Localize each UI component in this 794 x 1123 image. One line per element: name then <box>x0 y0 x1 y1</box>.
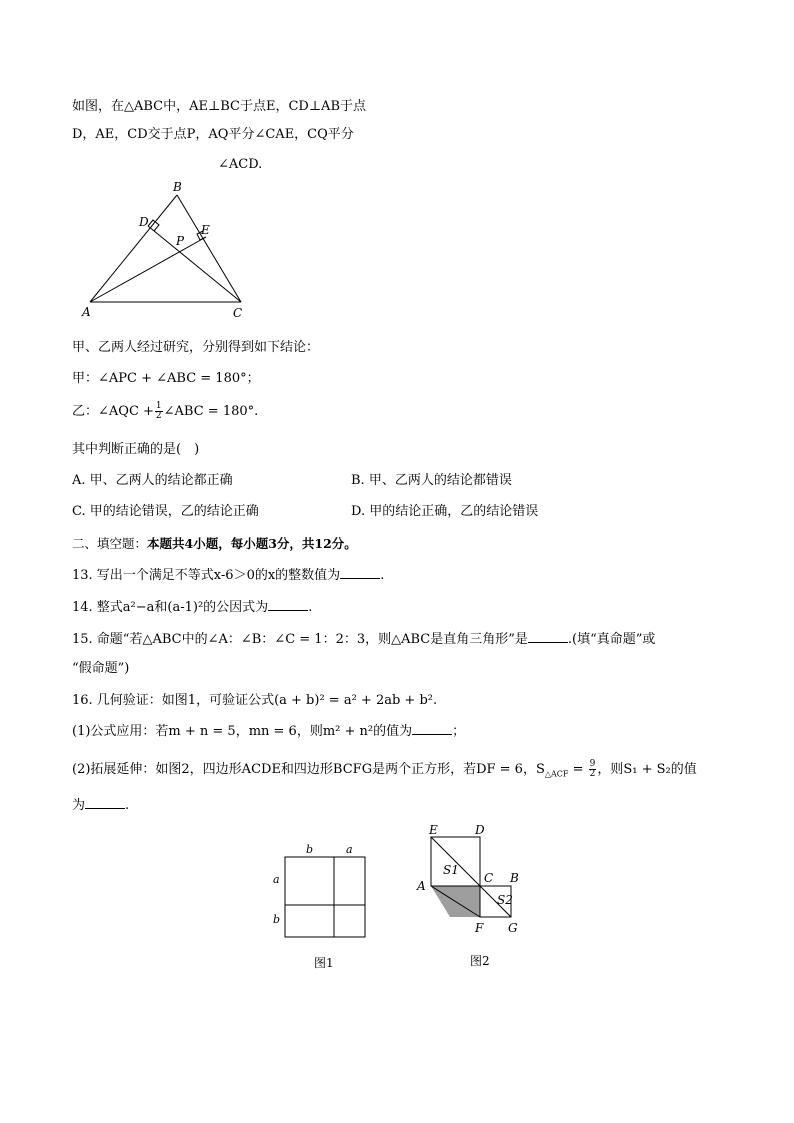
q14: 14. 整式a²−a和(a-1)²的公因式为 . <box>72 600 313 615</box>
conclusion-yi <box>72 402 258 421</box>
q15-suffix: .(填“真命题”或 <box>567 632 656 647</box>
side-ab <box>90 195 177 302</box>
vertex-b: B <box>173 180 182 194</box>
fig2-label-d: D <box>475 823 485 837</box>
option-b[interactable]: B. 甲、乙两人的结论都错误 <box>351 473 512 488</box>
q16-part1-answer-blank[interactable] <box>412 722 452 735</box>
q15-text: 15. 命题“若△ABC中的∠A：∠B：∠C = 1：2：3，则△ABC是直角三角形”是 <box>72 632 528 647</box>
fig2-label-f: F <box>475 921 484 935</box>
segment-cd <box>148 226 241 302</box>
fig1-caption: 图1 <box>314 956 334 970</box>
vertex-p: P <box>176 234 185 248</box>
fig2-caption: 图2 <box>470 954 490 968</box>
q15-line2: “假命题”) <box>72 661 130 676</box>
q16-frac-num: 9 <box>589 759 596 769</box>
q16-part1-text: (1)公式应用：若m + n = 5，mn = 6，则m² + n²的值为 <box>72 724 413 739</box>
q16-part1 <box>72 722 465 741</box>
yi-frac-den: 2 <box>155 411 162 421</box>
q14-answer-blank[interactable] <box>268 598 308 611</box>
q16-part2-text: (2)拓展延伸：如图2，四边形ACDE和四边形BCFG是两个正方形，若DF = 6，S <box>72 762 545 777</box>
problem-stem-line3: ∠ACD. <box>218 157 263 172</box>
q16-part2-line2: 为 . <box>72 798 130 813</box>
q15-line1 <box>72 630 655 649</box>
fig1-label-top-a: a <box>346 843 353 856</box>
q16-stem: 16. 几何验证：如图1，可验证公式(a + b)² = a² + 2ab + b². <box>72 693 438 708</box>
fig1-outer-square <box>285 857 365 937</box>
section-heading-bold: 本题共4小题，每小题3分，共12分。 <box>147 536 357 551</box>
q16-part1-suffix: ； <box>452 724 466 739</box>
fig2-label-a: A <box>417 879 426 893</box>
q13: 13. 写出一个满足不等式x-6＞0的x的整数值为 . <box>72 568 385 583</box>
fig1-label-side-a: a <box>273 873 280 886</box>
section-heading <box>72 535 357 553</box>
conclusion-jia: 甲：∠APC + ∠ABC = 180°； <box>72 371 260 386</box>
q16-part2-line2-text: 为 <box>72 798 86 813</box>
q15-answer-blank[interactable] <box>528 630 568 643</box>
q16-part2 <box>72 760 697 784</box>
segment-ae <box>90 237 206 302</box>
q16-part2-suffix: ，则S₁ + S₂的值 <box>597 762 697 777</box>
yi-prefix: 乙：∠AQC + <box>72 404 154 419</box>
problem-stem-line1: 如图，在△ABC中，AE⊥BC于点E，CD⊥AB于点 <box>72 99 366 114</box>
side-bc <box>177 195 241 302</box>
option-a[interactable]: A. 甲、乙两人的结论都正确 <box>72 473 233 488</box>
fig2-label-b: B <box>510 871 519 885</box>
yi-suffix: ∠ABC = 180°. <box>163 404 259 419</box>
vertex-c: C <box>233 306 243 320</box>
q14-text: 14. 整式a²−a和(a-1)²的公因式为 <box>72 600 269 615</box>
fig2-diagonal-ec <box>431 837 480 886</box>
yi-fraction <box>155 402 163 421</box>
q13-text: 13. 写出一个满足不等式x-6＞0的x的整数值为 <box>72 568 341 583</box>
q16-frac-den: 2 <box>589 769 596 779</box>
q16-part2-eq: = <box>568 762 588 777</box>
triangle-figure <box>72 176 262 324</box>
q13-answer-blank[interactable] <box>340 566 380 579</box>
fig2-label-c: C <box>484 871 494 885</box>
fig2-label-s1: S1 <box>443 863 459 877</box>
question-text: 其中判断正确的是( ) <box>72 442 200 457</box>
vertex-a: A <box>82 305 91 319</box>
vertex-d: D <box>139 215 149 229</box>
fig1-label-top-b: b <box>306 843 314 856</box>
problem-stem-line2: D，AE，CD交于点P，AQ平分∠CAE，CQ平分 <box>72 127 354 142</box>
option-c[interactable]: C. 甲的结论错误，乙的结论正确 <box>72 504 259 519</box>
option-d[interactable]: D. 甲的结论正确，乙的结论错误 <box>351 504 539 519</box>
conclusion-intro: 甲、乙两人经过研究，分别得到如下结论： <box>72 340 320 355</box>
yi-frac-num: 1 <box>155 401 162 411</box>
fig2-label-e: E <box>429 823 438 837</box>
q16-part2-sub: △ACF <box>544 769 569 779</box>
q16-part2-answer-blank[interactable] <box>85 796 125 809</box>
figure-1 <box>268 838 373 973</box>
fig2-label-s2: S2 <box>497 893 513 907</box>
fig2-label-g: G <box>508 921 518 935</box>
section-heading-plain: 二、填空题： <box>72 536 148 551</box>
q16-fraction <box>589 760 597 779</box>
vertex-e: E <box>201 223 210 237</box>
fig1-label-side-b: b <box>273 913 281 926</box>
figure-2 <box>412 820 532 970</box>
